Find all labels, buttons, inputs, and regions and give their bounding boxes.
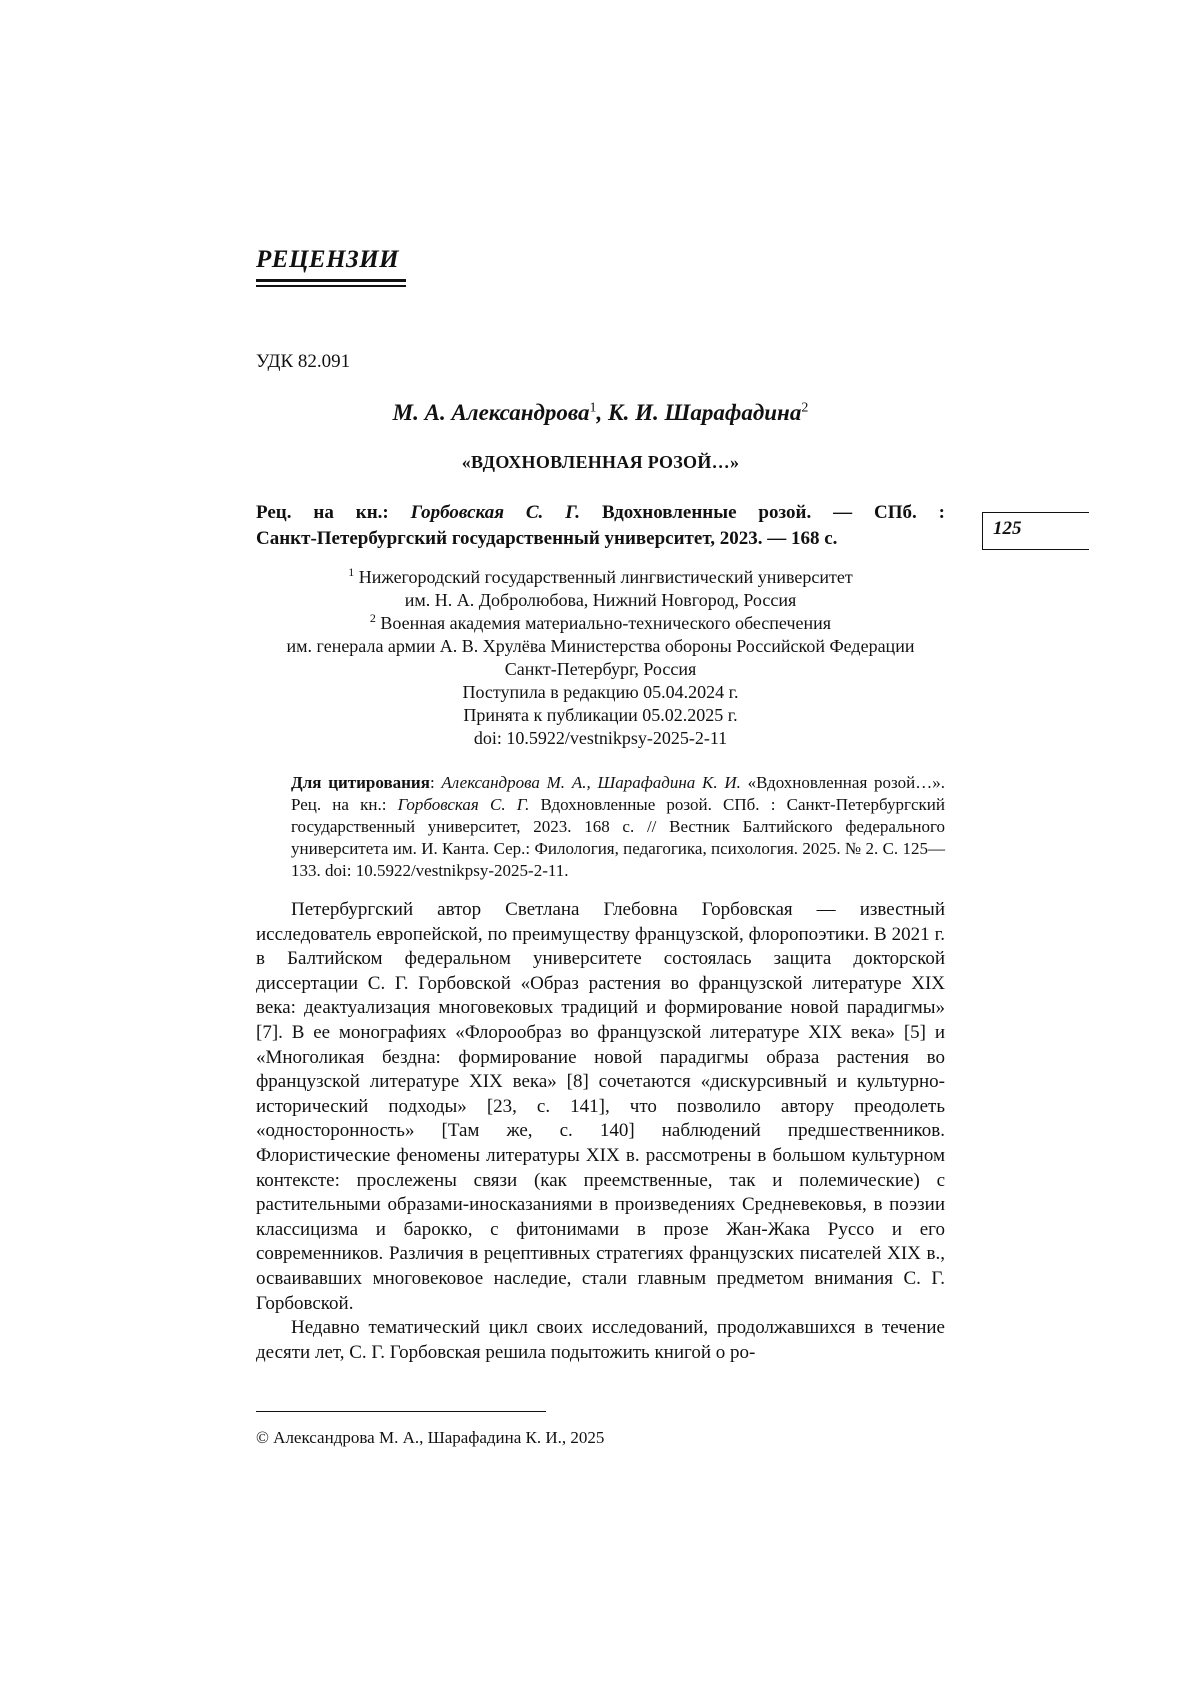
affiliation-1-line-2: им. Н. А. Добролюбова, Нижний Новгород, Россия bbox=[404, 590, 797, 610]
received-date: Поступила в редакцию 05.04.2024 г. bbox=[462, 682, 739, 702]
affiliations-block bbox=[256, 566, 945, 750]
review-book-title: Вдохновленные розой. — СПб. : bbox=[580, 502, 946, 523]
author-2-affiliation-mark: 2 bbox=[801, 400, 809, 416]
heading-rule-thin bbox=[256, 285, 406, 287]
citation-text-1: «Вдохновленная розой…». Рец. на кн.: bbox=[291, 773, 945, 814]
affiliation-1-mark: 1 bbox=[348, 565, 355, 579]
page-number: 125 bbox=[993, 518, 1022, 539]
body-paragraph-2: Недавно тематический цикл своих исследований, продолжавшихся в течение десяти лет, С. Г. Горбовская решила подытожить книгой о ро- bbox=[256, 1317, 945, 1363]
authors-line bbox=[256, 400, 945, 426]
author-2: К. И. Шарафадина bbox=[608, 400, 802, 425]
accepted-date: Принята к публикации 05.02.2025 г. bbox=[463, 705, 738, 725]
citation-label: Для цитирования bbox=[291, 773, 430, 792]
doi: doi: 10.5922/vestnikpsy-2025-2-11 bbox=[473, 728, 728, 748]
review-book-author: Горбовская С. Г. bbox=[410, 502, 581, 523]
affiliation-2-line-2: им. генерала армии А. В. Хрулёва Министерства обороны Российской Федерации bbox=[286, 636, 915, 656]
article-body bbox=[256, 898, 945, 1365]
citation-book-author: Горбовская С. Г. bbox=[397, 795, 530, 814]
heading-rule-thick bbox=[256, 279, 406, 282]
affiliation-2-line-1: $^2$ Военная академия материально-технического обеспечения bbox=[369, 611, 832, 633]
affiliation-2-mark: 2 bbox=[369, 611, 376, 625]
article-title: «ВДОХНОВЛЕННАЯ РОЗОЙ…» bbox=[461, 452, 740, 472]
author-1: М. А. Александрова bbox=[392, 400, 590, 425]
section-heading: РЕЦЕНЗИИ bbox=[256, 246, 400, 273]
citation-block: Для цитирования: Александрова М. А., Шарафадина К. И. «Вдохновленная розой…». Рец. на кн.: Горбовская С. Г. Вдохновленные розой. СПб. : Санкт-Петербургский государственный университет, 2023. 168 с. // Вестник Балтийского федерального университета им. И. Канта. Сер.: Филология, педагогика, психология. 2025. № 2. С. 125—133. doi: 10.5922/vestnikpsy-2025-2-11. bbox=[291, 773, 945, 880]
footnote-rule bbox=[256, 1411, 546, 1412]
udk-code: УДК 82.091 bbox=[256, 351, 351, 372]
citation-authors: Александрова М. А., Шарафадина К. И. bbox=[441, 773, 741, 792]
authors-separator: , bbox=[596, 400, 608, 425]
review-prefix: Рец. на кн.: bbox=[256, 502, 411, 523]
affiliation-2-line-3: Санкт-Петербург, Россия bbox=[504, 659, 697, 679]
author-1-affiliation-mark: 1 bbox=[589, 400, 597, 416]
citation-text-2: Вдохновленные розой. СПб. : Санкт-Петербургский государственный университет, 2023. 168 с. // Вестник Балтийского федерального университета им. И. Канта. Сер.: Филология, педагогика, психология. 2025. № 2. С. 125—133. doi: 10.5922/vestnikpsy-2025-2-11. bbox=[291, 795, 945, 880]
copyright-notice: © Александрова М. А., Шарафадина К. И., 2025 bbox=[256, 1428, 605, 1447]
review-of-line-2: Санкт-Петербургский государственный университет, 2023. — 168 с. bbox=[256, 528, 838, 549]
affiliation-1-line-1: $^1$ Нижегородский государственный лингвистический университет bbox=[348, 565, 853, 587]
body-paragraph-1: Петербургский автор Светлана Глебовна Горбовская — известный исследователь европейской, по преимуществу французской, флоропоэтики. В 2021 г. в Балтийском федеральном университете состоялась защита докторской диссертации С. Г. Горбовской «Образ растения во французской литературе XIX века: деактуализация многовековых традиций и формирование новой парадигмы» [7]. В ее монографиях «Флорообраз во французской литературе XIX века» [5] и «Многоликая бездна: формирование новой парадигмы образа растения во французской литературе XIX века» [8] сочетаются «дискурсивный и культурно-исторический подходы» [23, с. 141], что позволило автору преодолеть «односторонность» [Там же, с. 140] наблюдений предшественников. Флористические феномены литературы XIX в. рассмотрены в большом культурном контексте: прослежены связи (как преемственные, так и полемические) с растительными образами-иносказаниями в произведениях Средневековья, в поэзии классицизма и барокко, с фитонимами в прозе Жан-Жака Руссо и его современников. Различия в рецептивных стратегиях французских писателей XIX в., осваивавших многовековое наследие, стали главным предметом внимания С. Г. Горбовской. bbox=[256, 899, 945, 1314]
review-of-book bbox=[256, 500, 945, 552]
review-of-line-1 bbox=[256, 500, 945, 526]
